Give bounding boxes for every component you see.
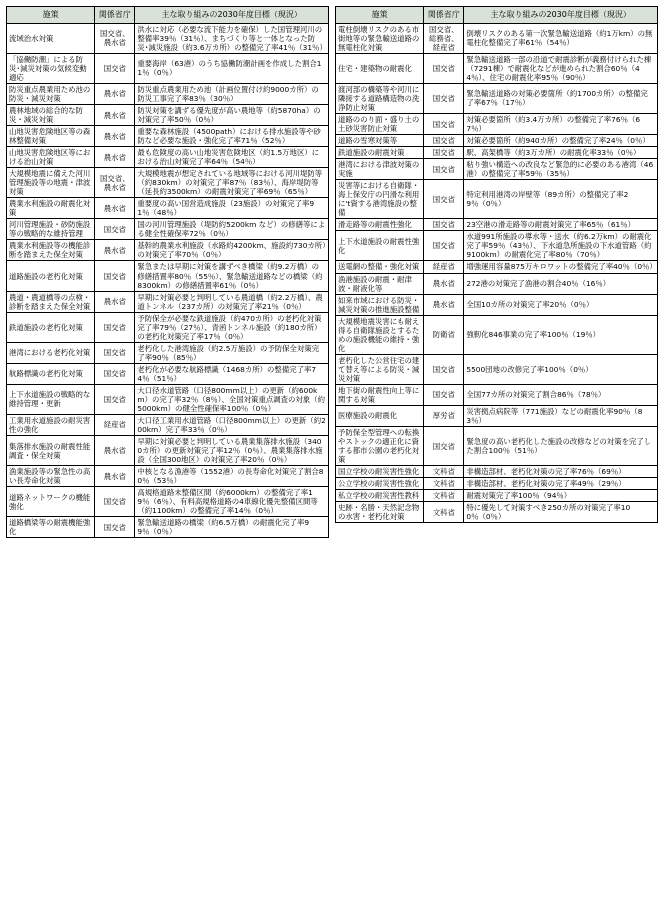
cell-target: 5500団地の改修完了率100％（0％）: [464, 354, 658, 384]
cell-target: 高規格道路未整備区間（約6000km）の整備完了率19％（6％）、有料高規格道路の4車線化優先整備区間等（約1100km）の整備完了率14％（0％）: [135, 487, 329, 517]
table-row: [336, 273, 658, 294]
table-row: [7, 414, 329, 435]
cell-ministry: 農水省: [424, 273, 464, 294]
cell-ministry: 国交省、農水省: [95, 168, 135, 198]
table-row: [336, 180, 658, 219]
cell-measure: 史跡・名勝・天然記念物の水害・老朽化対策: [336, 502, 424, 523]
header-target: 主な取り組みの2030年度目標（現況）: [464, 7, 658, 24]
left-column: [6, 6, 329, 899]
header-measure: 施策: [336, 7, 424, 24]
cell-measure: 農道・農道橋等の点検・診断を踏まえた保全対策: [7, 291, 95, 312]
cell-measure: 農業水利施設等の機能診断を踏まえた保全対策: [7, 240, 95, 261]
cell-target: 大口径工業用水道管路（口径800mm以上）の更新（約200km）完了率33％（0％）: [135, 414, 329, 435]
cell-measure: 道路橋梁等の耐震機能強化: [7, 517, 95, 538]
cell-measure: 工業用水道施設の耐災害性の強化: [7, 414, 95, 435]
table-row: [7, 83, 329, 104]
cell-target: 全国10カ所の対策完了率20％（0％）: [464, 294, 658, 315]
cell-measure: 道路の雪寒対策等: [336, 135, 424, 147]
table-row: [336, 502, 658, 523]
cell-ministry: 国交省: [95, 261, 135, 291]
table-row: [7, 53, 329, 83]
cell-target: 緊急または早期に対策を講ずべき橋梁（約9.2万橋）の修繕措置率80％（55％）、緊急輸送道路などの橋梁（約8300km）の修繕措置率61％（0％）: [135, 261, 329, 291]
table-row: [336, 315, 658, 354]
cell-measure: 山地災害危険地区等における治山対策: [7, 147, 95, 168]
cell-ministry: 農水省: [424, 294, 464, 315]
table-row: [7, 147, 329, 168]
cell-target: 緊急度の高い老朽化した施設の改修などの対策を完了した割合100％（51％）: [464, 426, 658, 465]
table-row: [7, 436, 329, 466]
cell-target: 重要な森林施設（4500path）における排水施設等や砂防など必要な施設・強化完了率71％（52％）: [135, 126, 329, 147]
table-row: [7, 342, 329, 363]
cell-ministry: 国交省: [424, 426, 464, 465]
table-row: [336, 261, 658, 273]
cell-ministry: 国交省: [424, 219, 464, 231]
cell-target: 特に優先して対策すべき250カ所の対策完了率100％（0％）: [464, 502, 658, 523]
cell-measure: 上下水道施設の耐震性強化: [336, 231, 424, 261]
table-row: [336, 135, 658, 147]
cell-measure: 鉄道施設の老朽化対策: [7, 312, 95, 342]
header-measure: 施策: [7, 7, 95, 24]
table-row: [336, 466, 658, 478]
cell-target: 特定利用港湾の岸壁等（89カ所）の整備完了率29％（0％）: [464, 180, 658, 219]
cell-target: 緊急輸送道路の橋梁（約6.5万橋）の耐震化完了率99％（0％）: [135, 517, 329, 538]
table-row: [7, 384, 329, 414]
cell-target: 緊急輸送道路一部の沿道で耐震診断が義務付けられた棟（7291棟）で耐震化などが進められた割合60％（44％）、住宅の耐震化率95％（90％）: [464, 53, 658, 83]
cell-measure: 国立学校の耐災害性強化: [336, 466, 424, 478]
table-row: [336, 23, 658, 53]
cell-target: 耐震対策完了率100％（94％）: [464, 490, 658, 502]
cell-target: 駅、高架橋等（約3万カ所）の耐震化率33％（0％）: [464, 147, 658, 159]
cell-measure: 大規模地震に備えた河川管理施設等の地震・津波対策: [7, 168, 95, 198]
cell-measure: 災害等における自衛隊・海上保安庁の円滑な利用に't資する港湾施設の整備: [336, 180, 424, 219]
table-row: [336, 83, 658, 113]
cell-measure: 住宅・建築物の耐震化: [336, 53, 424, 83]
table-row: [336, 53, 658, 83]
cell-measure: 農業水利施設の耐震化対策: [7, 198, 95, 219]
cell-ministry: 国交省: [424, 384, 464, 405]
cell-measure: 集落排水施設の耐震性能調査・保全対策: [7, 436, 95, 466]
cell-target: 水道991所施設の導水等・送水（約6.2万km）の耐震化完了率59％（43％）、下水道急所施設の下水道管路（約9100km）の耐震化完了率80％（70％）: [464, 231, 658, 261]
cell-target: 非構造部材、老朽化対策の完了率49％（29％）: [464, 478, 658, 490]
table-row: [7, 23, 329, 53]
table-row: [336, 426, 658, 465]
cell-measure: 老朽化した公営住宅の建て替え等による防災・減災対策: [336, 354, 424, 384]
cell-target: 272港の対策完了漁港の割合40％（16％）: [464, 273, 658, 294]
table-row: [7, 240, 329, 261]
cell-measure: 送電網の整備・強化対策: [336, 261, 424, 273]
cell-measure: 上下水道施設の戦略的な維持管理・更新: [7, 384, 95, 414]
table-row: [336, 114, 658, 135]
cell-ministry: 国交省: [424, 135, 464, 147]
cell-target: 対策必要箇所（約940カ所）の整備完了率24％（0％）: [464, 135, 658, 147]
cell-target: 緊急輸送道路の対策必要箇所（約1700カ所）の整備完了率67％（17％）: [464, 83, 658, 113]
cell-measure: 港湾における津波対策の実施: [336, 159, 424, 180]
table-row: [7, 312, 329, 342]
measures-table-right: [335, 6, 658, 523]
cell-measure: 港湾における老朽化対策: [7, 342, 95, 363]
cell-ministry: 農水省: [95, 466, 135, 487]
table-row: [336, 478, 658, 490]
table-row: [336, 490, 658, 502]
table-row: [7, 168, 329, 198]
cell-measure: 医療施設の耐震化: [336, 405, 424, 426]
cell-target: 強靭化846事業の完了率100％（19％）: [464, 315, 658, 354]
cell-measure: 私立学校の耐災害性教科: [336, 490, 424, 502]
cell-ministry: 経産省: [424, 261, 464, 273]
cell-ministry: 文科省: [424, 466, 464, 478]
table-row: [7, 517, 329, 538]
measures-table-left: [6, 6, 329, 538]
cell-target: 大規模地震が想定されている地域等における河川堤防等（約830km）の対策完了率87％（83％）、海岸堤防等（延長約3500km）の耐震対策完了率69％（65％）: [135, 168, 329, 198]
cell-measure: 大規模地震災害にも耐え得る自衛隊施設とするための施設機能の維持・強化: [336, 315, 424, 354]
table-header-row: [336, 7, 658, 24]
cell-measure: 航路標識の老朽化対策: [7, 363, 95, 384]
cell-target: 災害拠点病院等（771施設）などの耐震化率90％（83％）: [464, 405, 658, 426]
cell-target: 非構造部材、老朽化対策の完了率76％（69％）: [464, 466, 658, 478]
table-header-row: [7, 7, 329, 24]
cell-target: 重要度の高い国営造成施設（23施設）の対策完了率91％（48％）: [135, 198, 329, 219]
table-body-left: [7, 23, 329, 538]
cell-ministry: 厚労省: [424, 405, 464, 426]
cell-ministry: 農水省: [95, 83, 135, 104]
cell-target: 老朽化した港湾施設（約2.5万施設）の予防保全対策完了率90％（85％）: [135, 342, 329, 363]
cell-target: 予防保全が必要な鉄道施設（約470カ所）の老朽化対策完了率79％（27％）、青函トンネル施設（約180カ所）の老朽化対策完了率17％（0％）: [135, 312, 329, 342]
cell-target: 基幹的農業水利施設（水路約4200km、施設約730カ所）の対策完了率70％（0％）: [135, 240, 329, 261]
cell-ministry: 国交省、総務省、経産省: [424, 23, 464, 53]
cell-target: 洪水に対応（必要な流下能力を確保）した国管理河川の整備率39％（31％）、まちづくり等と一体となった防災･減災施設（約3.6万カ所）の整備完了率41％（31％）: [135, 23, 329, 53]
cell-target: 重要海岸（63港）のうち協働防潮計画を作成した割合11％（0％）: [135, 53, 329, 83]
cell-measure: 流域治水対策: [7, 23, 95, 53]
table-row: [7, 261, 329, 291]
cell-ministry: 国交省: [424, 147, 464, 159]
cell-ministry: 農水省: [95, 198, 135, 219]
cell-target: 早期に対策必要と判明している農業集落排水施設（3400カ所）の更新対策完了率12％（0％）、農業集落排水施設（全国300地区）の対策完了率20％（0％）: [135, 436, 329, 466]
cell-ministry: 国交省: [95, 53, 135, 83]
cell-ministry: 国交省: [95, 219, 135, 240]
cell-target: 中核となる漁港等（1552港）の長寿命化対策完了割合80％（53％）: [135, 466, 329, 487]
cell-ministry: 文科省: [424, 490, 464, 502]
cell-measure: 道路施設の老朽化対策: [7, 261, 95, 291]
cell-measure: 防災重点農業用ため池の防災・減災対策: [7, 83, 95, 104]
cell-target: 倒壊リスクのある第一次緊急輸送道路（約1万km）の無電柱化整備完了率61％（54％）: [464, 23, 658, 53]
header-ministry: 関係省庁: [95, 7, 135, 24]
cell-ministry: 農水省: [95, 147, 135, 168]
cell-ministry: 国交省: [424, 53, 464, 83]
cell-measure: 漁港施設の耐震・耐津波・耐液化等: [336, 273, 424, 294]
cell-measure: 河川管理施設・砂防施設等の戦略的な維持管理: [7, 219, 95, 240]
table-body-right: [336, 23, 658, 523]
cell-ministry: 農水省: [95, 436, 135, 466]
table-row: [7, 126, 329, 147]
cell-measure: 鉄道施設の耐震対策: [336, 147, 424, 159]
cell-target: 対策必要箇所（約3.4万カ所）の整備完了率76％（67％）: [464, 114, 658, 135]
cell-target: 23空港の滑走路等の耐震対策完了率65％（61％）: [464, 219, 658, 231]
table-row: [336, 354, 658, 384]
cell-ministry: 国交省: [424, 83, 464, 113]
header-ministry: 関係省庁: [424, 7, 464, 24]
cell-target: 国の河川管理施設（堤防約5200km など）の修繕等による健全性確保率72％（0％）: [135, 219, 329, 240]
cell-target: 全国77カ所の対策完了割合86％（78％）: [464, 384, 658, 405]
cell-ministry: 農水省: [95, 291, 135, 312]
cell-ministry: 農水省: [95, 126, 135, 147]
table-row: [336, 147, 658, 159]
cell-ministry: 国交省: [424, 354, 464, 384]
cell-target: 早期に対策必要と判明している農道橋（約2.2万橋）、農道トンネル（237カ所）の対策完了率21％（0％）: [135, 291, 329, 312]
cell-ministry: 国交省: [95, 384, 135, 414]
cell-ministry: 国交省、農水省: [95, 23, 135, 53]
cell-target: 防災重点農業用ため池（計画位置付け約9000カ所）の防災工事完了率83％（30％）: [135, 83, 329, 104]
table-row: [7, 466, 329, 487]
cell-measure: 「協働防潮」による防災･減災対策の気候変動適応: [7, 53, 95, 83]
cell-measure: 道路ののり面・盛り土の土砂災害防止対策: [336, 114, 424, 135]
cell-target: 大口径水道管路（口径800mm以上）の更新（約600km）の完了率32％（8％）、全国対策重点調査の対象（約5000km）の健全性確保率100％（0％）: [135, 384, 329, 414]
table-row: [336, 231, 658, 261]
cell-measure: 予防保全型管理への転換やストックの適正化に資する都市公園の老朽化対策: [336, 426, 424, 465]
table-row: [7, 363, 329, 384]
cell-ministry: 文科省: [424, 502, 464, 523]
cell-measure: 如来市域における防災・減災対策の推進施設整備: [336, 294, 424, 315]
table-row: [336, 219, 658, 231]
cell-measure: 公立学校の耐災害性強化: [336, 478, 424, 490]
right-column: [335, 6, 658, 899]
cell-ministry: 農水省: [95, 105, 135, 126]
cell-ministry: 国交省: [424, 114, 464, 135]
table-row: [7, 105, 329, 126]
cell-ministry: 国交省: [95, 312, 135, 342]
table-row: [7, 487, 329, 517]
cell-ministry: 防衛省: [424, 315, 464, 354]
cell-ministry: 国交省: [95, 342, 135, 363]
cell-measure: 漁業施設等の緊急性の高い長寿命化対策: [7, 466, 95, 487]
cell-target: 老朽化が必要な航路標識（1468カ所）の整備完了率74％（51％）: [135, 363, 329, 384]
table-row: [336, 384, 658, 405]
header-target: 主な取り組みの2030年度目標（現況）: [135, 7, 329, 24]
cell-target: 増強運用容量875万キロワットの整備完了率40％（0％）: [464, 261, 658, 273]
table-row: [336, 159, 658, 180]
cell-measure: 渡河部の構築等や河川に隣接する道路構造物の洗浄防止対策: [336, 83, 424, 113]
table-row: [7, 219, 329, 240]
cell-ministry: 国交省: [424, 180, 464, 219]
cell-ministry: 国交省: [424, 159, 464, 180]
cell-measure: 山地災害危険地区等の森林整備対策: [7, 126, 95, 147]
cell-measure: 地下街の耐震性向上等に関する対策: [336, 384, 424, 405]
cell-target: 防災対策を講ずる優先度が高い農地等（約5870ha）の対策完了率50％（0％）: [135, 105, 329, 126]
cell-ministry: 国交省: [95, 517, 135, 538]
cell-ministry: 国交省: [95, 487, 135, 517]
table-row: [336, 405, 658, 426]
cell-ministry: 国交省: [424, 231, 464, 261]
cell-ministry: 農水省: [95, 240, 135, 261]
cell-ministry: 経産省: [95, 414, 135, 435]
table-row: [7, 198, 329, 219]
table-row: [7, 291, 329, 312]
cell-target: 粘り強い構造への改良など緊急的に必要のある港湾（46港）の整備完了率59％（35％）: [464, 159, 658, 180]
cell-measure: 電柱倒壊リスクのある市街地等の緊急輸送道路の無電柱化対策: [336, 23, 424, 53]
cell-measure: 滑走路等の耐震性強化: [336, 219, 424, 231]
cell-ministry: 国交省: [95, 363, 135, 384]
cell-target: 最も危険度の高い山地災害危険地区（約1.5万地区）における治山対策完了率64％（54％）: [135, 147, 329, 168]
cell-ministry: 文科省: [424, 478, 464, 490]
cell-measure: 農林地域の総合的な防災・減災対策: [7, 105, 95, 126]
cell-measure: 道路ネットワークの機能強化: [7, 487, 95, 517]
table-row: [336, 294, 658, 315]
